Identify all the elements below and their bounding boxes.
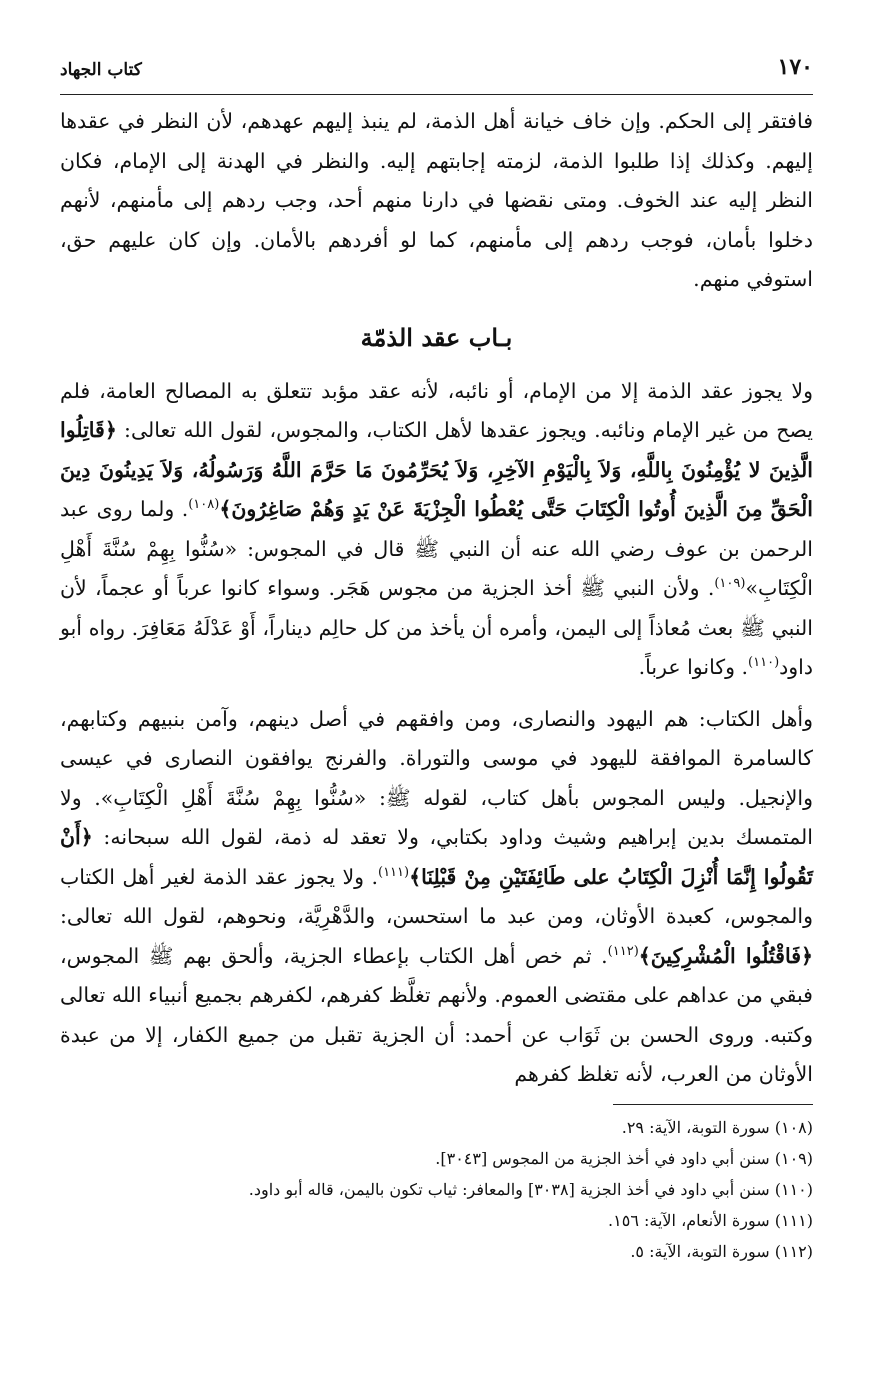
footnotes xyxy=(60,1112,813,1267)
paragraph-1: فافتقر إلى الحكم. وإن خاف خيانة أهل الذمة، لم ينبذ إليهم عهدهم، لأن النظر في عقدها إليهم. وكذلك إذا طلبوا الذمة، لزمته إجابتهم إليه. والنظر في الهدنة إلى الإمام، فكان النظر إليه عند الخوف. ومتى نقضها في دارنا منهم أحد، وجب ردهم إلى مأمنهم، لأنهم دخلوا بأمان، فوجب ردهم إلى مأمنهم، كما لو أفردهم بالأمان. وإن كان عليهم حق، استوفي منهم. xyxy=(60,109,813,291)
paragraph-3 xyxy=(60,700,813,1095)
paragraph-3-text-c: . ثم خص أهل الكتاب بإعطاء الجزية، وألحق بهم ﷺ المجوس، فبقي من عداهم على مقتضى العموم. ولأنهم تغلَّظ كفرهم، لكفرهم بجميع أنبياء الله تعالى وكتبه. وروى الحسن بن ثَوَاب عن أحمد: أن الجزية تقبل من جميع الكفار، إلا من عبدة الأوثان من العرب، لأنه تغلظ كفرهم xyxy=(60,943,813,1086)
footnote-110: (١١٠) سنن أبي داود في أخذ الجزية [٣٠٣٨] والمعافر: ثياب تكون باليمن، قاله أبو داود. xyxy=(248,1180,813,1199)
paragraph-2-text-a: ولا يجوز عقد الذمة إلا من الإمام، أو نائبه، لأنه عقد مؤبد تتعلق به المصالح العامة، فلم يصح من غير الإمام ونائبه. ويجوز عقدها لأهل الكتاب، والمجوس، لقول الله تعالى: xyxy=(60,378,813,442)
paragraph-gap xyxy=(60,688,813,700)
footnote-112: (١١٢) سورة التوبة، الآية: ٥. xyxy=(630,1242,813,1261)
paragraph-2 xyxy=(60,372,813,688)
footnote-ref-111: (١١١) xyxy=(377,864,410,880)
running-header xyxy=(60,40,813,80)
page-number: ١٧٠ xyxy=(777,54,813,80)
footnote-ref-108: (١٠٨) xyxy=(188,497,220,513)
footnote-ref-110: (١١٠) xyxy=(748,655,780,671)
footnote-ref-109: (١٠٩) xyxy=(714,576,746,592)
paragraph-3-text-b: . ولا يجوز عقد الذمة لغير أهل الكتاب والمجوس، كعبدة الأوثان، ومن عبد ما استحسن، والدَّهْرِيَّة، ونحوهم، لقول الله تعالى: xyxy=(60,864,813,928)
footnote-rule xyxy=(613,1104,813,1105)
quran-verse-tawbah-5: ﴿فَاقْتُلُوا الْمُشْرِكِينَ﴾ xyxy=(638,943,814,968)
section-heading: بـاب عقد الذمّة xyxy=(360,322,513,352)
paragraph-2-text-b: . ولما روى عبد الرحمن بن عوف رضي الله عنه أن النبي ﷺ قال في المجوس: «سُنُّوا بِهِمْ سُنَّةَ أَهْلِ الْكِتَابِ» xyxy=(60,497,813,600)
body-text xyxy=(60,102,813,1095)
footnote-108: (١٠٨) سورة التوبة، الآية: ٢٩. xyxy=(621,1118,813,1137)
book-title: كتاب الجهاد xyxy=(60,60,142,80)
footnote-ref-112: (١١٢) xyxy=(607,943,639,959)
quran-verse-anam-156: ﴿أَنْ تَقُولُوا إِنَّمَا أُنْزِلَ الْكِتَابُ على طَائِفَتَيْنِ مِنْ قَبْلِنَا﴾ xyxy=(60,825,813,889)
header-rule xyxy=(60,94,813,95)
quran-verse-tawbah-29: ﴿قَاتِلُوا الَّذِينَ لا يُؤْمِنُونَ بِاللَّهِ، وَلاَ بِالْيَوْمِ الآخِرِ، وَلاَ يُحَرِّمُونَ مَا حَرَّمَ اللَّهُ وَرَسُولُهُ، وَلاَ يَدِينُونَ دِينَ الْحَقِّ مِنَ الَّذِينَ أُوتُوا الْكِتَابَ حَتَّى يُعْطُوا الْجِزْيَةَ عَنْ يَدٍ وَهُمْ صَاغِرُونَ﴾ xyxy=(60,418,813,521)
paragraph-3-text-a: وأهل الكتاب: هم اليهود والنصارى، ومن وافقهم في أصل دينهم، وآمن بنبيهم وكتابهم، كالسامرة الموافقة لليهود في موسى والتوراة. والفرنج يوافقون النصارى في عيسى والإنجيل. وليس المجوس بأهل كتاب، لقوله ﷺ: «سُنُّوا بِهِمْ سُنَّةَ أَهْلِ الْكِتَابِ». ولا المتمسك بدين إبراهيم وشيث وداود بكتابي، ولا تعقد له ذمة، لقول الله سبحانه: xyxy=(60,706,813,849)
paragraph-2-text-d: . وكانوا عرباً. xyxy=(638,655,749,679)
footnote-109: (١٠٩) سنن أبي داود في أخذ الجزية من المجوس [٣٠٤٣]. xyxy=(435,1149,813,1168)
footnote-111: (١١١) سورة الأنعام، الآية: ١٥٦. xyxy=(608,1211,813,1230)
paragraph-2-text-c: . ولأن النبي ﷺ أخذ الجزية من مجوس هَجَر. وسواء كانوا عرباً أو عجماً، لأن النبي ﷺ بعث مُعاذاً إلى اليمن، وأمره أن يأخذ من كل حالِم ديناراً، أَوْ عَدْلَهُ مَعَافِرَ. رواه أبو داود xyxy=(60,576,813,679)
